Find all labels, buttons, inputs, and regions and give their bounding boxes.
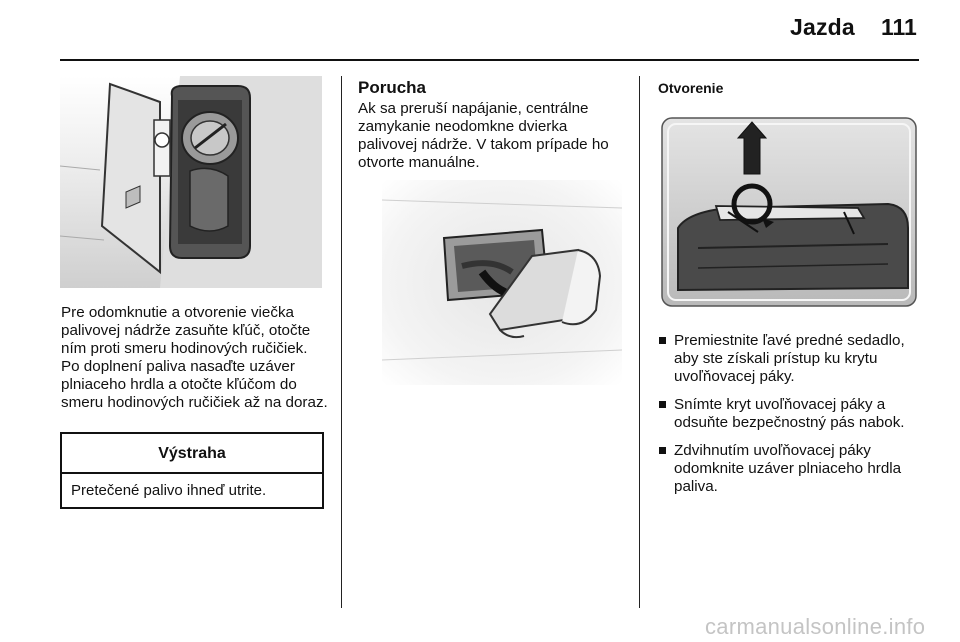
bullet-mark — [659, 447, 666, 454]
section-title: Jazda — [790, 14, 855, 40]
column1-paragraph: Pre odomknutie a otvorenie viečka palivovej nádrže zasuňte kľúč, otočte ním proti smeru hodinových ručičiek. Po doplnení paliva nasaďte uzáver plniaceho hrdla a otočte kľúčom do smeru hodinových ručičiek až na doraz. — [61, 304, 328, 411]
page-number: 111 — [881, 14, 917, 40]
warning-box — [60, 432, 324, 509]
step-text: Snímte kryt uvoľňovacej páky a odsuňte bezpečnostný pás nabok. — [674, 396, 905, 431]
fuel-flap-key-illustration — [60, 76, 322, 288]
column2-paragraph: Ak sa preruší napájanie, centrálne zamykanie neodomkne dvierka palivovej nádrže. V takom prípade ho otvorte manuálne. — [358, 100, 609, 171]
step-text: Zdvihnutím uvoľňovacej páky odomknite uzáver plniaceho hrdla paliva. — [674, 442, 902, 495]
column-divider-1 — [341, 76, 342, 608]
bullet-mark — [659, 401, 666, 408]
bullet-mark — [659, 337, 666, 344]
manual-opening-illustration — [382, 180, 622, 385]
warning-text: Pretečené palivo ihneď utrite. — [71, 482, 267, 499]
list-item — [659, 396, 929, 432]
column-divider-2 — [639, 76, 640, 608]
release-lever-illustration — [658, 108, 920, 318]
header-rule — [60, 59, 919, 61]
column3-heading: Otvorenie — [658, 80, 724, 96]
watermark: carmanualsonline.info — [705, 614, 926, 639]
warning-title: Výstraha — [158, 445, 226, 462]
column2-heading: Porucha — [358, 78, 427, 97]
warning-divider — [62, 472, 322, 474]
list-item — [659, 442, 929, 496]
steps-list — [659, 332, 929, 506]
step-text: Premiestnite ľavé predné sedadlo, aby ste získali prístup ku krytu uvoľňovacej páky. — [674, 332, 905, 385]
list-item — [659, 332, 929, 386]
